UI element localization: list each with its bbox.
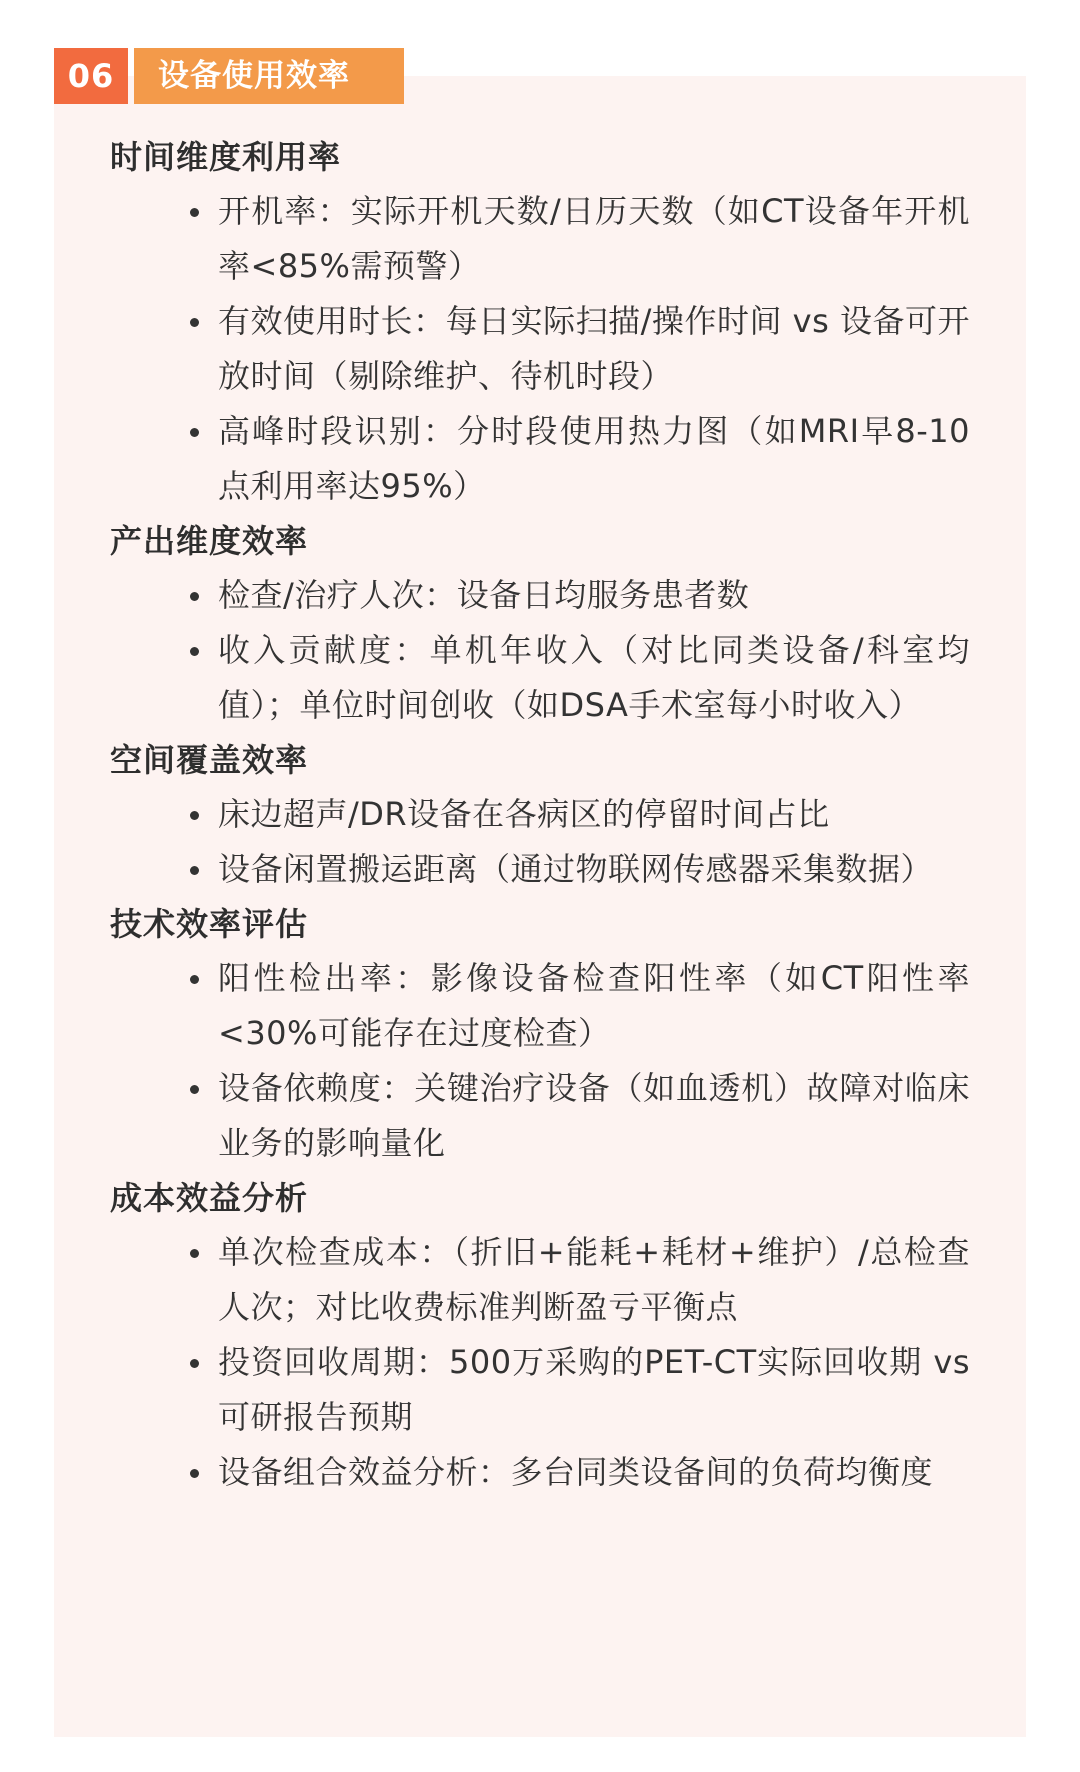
list-item: 设备依赖度：关键治疗设备（如血透机）故障对临床业务的影响量化	[110, 1061, 970, 1171]
list-item: 阳性检出率：影像设备检查阳性率（如CT阳性率<30%可能存在过度检查）	[110, 951, 970, 1061]
section-heading: 技术效率评估	[110, 905, 309, 943]
section-output-efficiency	[110, 514, 970, 733]
list-item: 收入贡献度：单机年收入（对比同类设备/科室均值）；单位时间创收（如DSA手术室每小时收入）	[110, 623, 970, 733]
section-technical-efficiency	[110, 897, 970, 1171]
list-item: 投资回收周期：500万采购的PET-CT实际回收期 vs 可研报告预期	[110, 1335, 970, 1445]
bullet-list	[110, 1225, 970, 1500]
section-cost-benefit	[110, 1171, 970, 1500]
section-time-utilization	[110, 130, 970, 514]
list-item: 单次检查成本：（折旧+能耗+耗材+维护）/总检查人次；对比收费标准判断盈亏平衡点	[110, 1225, 970, 1335]
content-body	[110, 130, 970, 1500]
section-heading: 时间维度利用率	[110, 138, 342, 176]
list-item: 设备组合效益分析：多台同类设备间的负荷均衡度	[110, 1445, 970, 1500]
bullet-list	[110, 568, 970, 733]
section-heading: 产出维度效率	[110, 522, 309, 560]
list-item: 检查/治疗人次：设备日均服务患者数	[110, 568, 970, 623]
list-item: 床边超声/DR设备在各病区的停留时间占比	[110, 787, 970, 842]
section-heading: 空间覆盖效率	[110, 741, 309, 779]
bullet-list	[110, 787, 970, 897]
section-heading: 成本效益分析	[110, 1179, 309, 1217]
section-number-badge: 06	[54, 48, 128, 104]
list-item: 有效使用时长：每日实际扫描/操作时间 vs 设备可开放时间（剔除维护、待机时段）	[110, 294, 970, 404]
section-space-coverage	[110, 733, 970, 897]
section-header	[54, 48, 404, 104]
list-item: 开机率：实际开机天数/日历天数（如CT设备年开机率<85%需预警）	[110, 184, 970, 294]
bullet-list	[110, 951, 970, 1171]
bullet-list	[110, 184, 970, 514]
section-title-banner: 设备使用效率	[134, 48, 404, 104]
list-item: 设备闲置搬运距离（通过物联网传感器采集数据）	[110, 842, 970, 897]
list-item: 高峰时段识别：分时段使用热力图（如MRI早8-10点利用率达95%）	[110, 404, 970, 514]
